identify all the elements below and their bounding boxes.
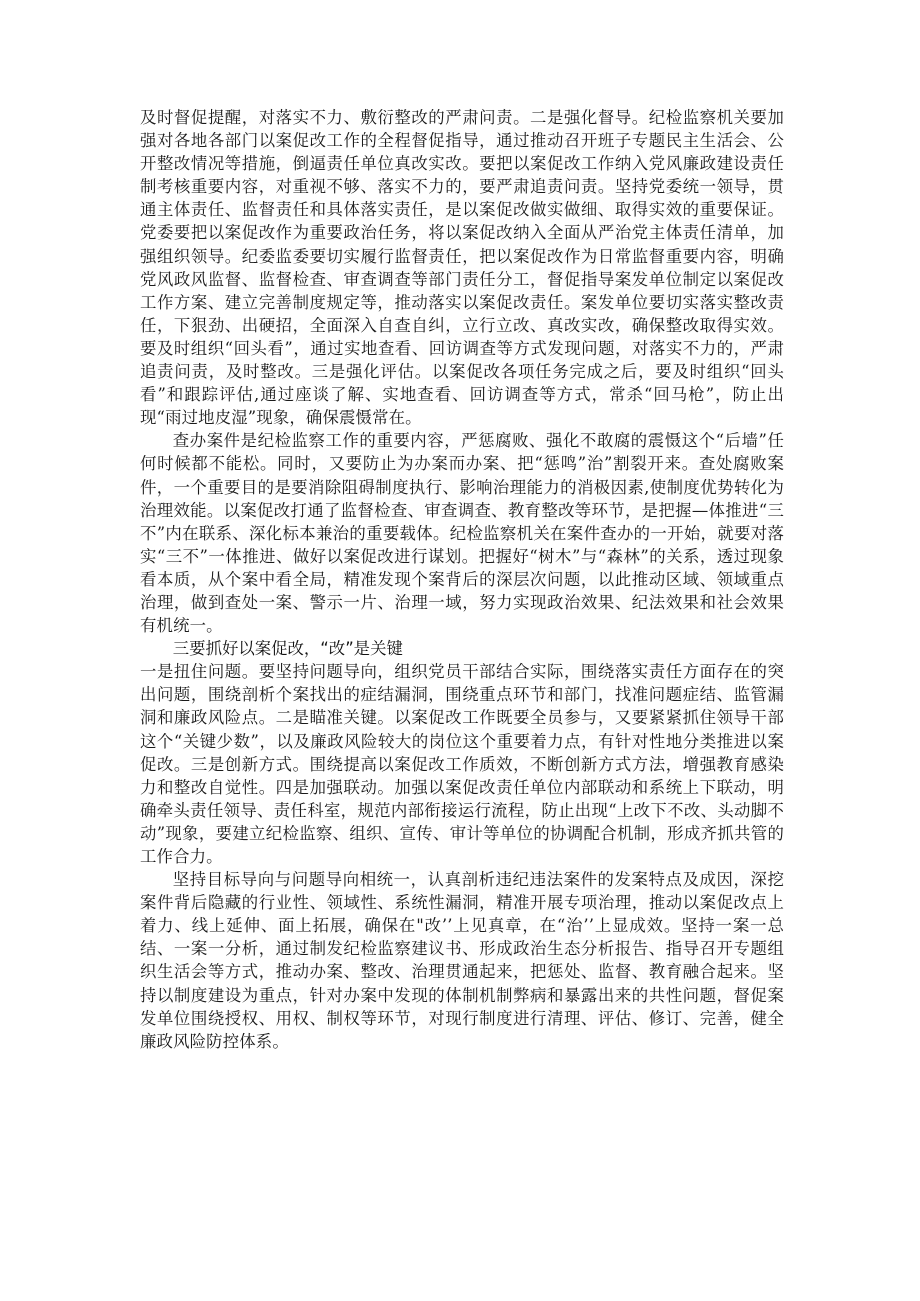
paragraph-four-measures: 一是扭住问题。要坚持问题导向，组织党员干部结合实际，围绕落实责任方面存在的突出问题，围绕剖析个案找出的症结漏洞，围绕重点环节和部门，找准问题症结、监管漏洞和廉政风险点。二是瞄准关键。以案促改工作既要全员参与，又要紧紧抓住领导干部这个“关键少数”，以及廉政风险较大的岗位这个重要着力点，有针对性地分类推进以案促改。三是创新方式。围绕提高以案促改工作质效，不断创新方式方法，增强教育感染力和整改自觉性。四是加强联动。加强以案促改责任单位内部联动和系统上下联动，明确牵头责任领导、责任科室，规范内部衔接运行流程，防止出现“上改下不改、头动脚不动”现象，要建立纪检监察、组织、宣传、审计等单位的协调配合机制，形成齐抓共管的工作合力。 <box>140 662 784 866</box>
paragraph-case-handling: 查办案件是纪检监察工作的重要内容，严惩腐败、强化不敢腐的震慑这个“后墙”任何时候都不能松。同时，又要防止为办案而办案、把“惩鸣”治”割裂开来。查处腐败案件，一个重要目的是要消除阻碍制度执行、影响治理能力的消极因素,使制度优势转化为治理效能。以案促改打通了监督检查、审查调查、教育整改等环节，是把握—体推进“三不”内在联系、深化标本兼治的重要载体。纪检监察机关在案件查办的一开始，就要对落实“三不”一体推进、做好以案促改进行谋划。把握好“树木”与“森林”的关系，透过现象看本质，从个案中看全局，精准发现个案背后的深层次问题，以此推动区域、领域重点治理，做到查处一案、警示一片、治理一域，努力实现政治效果、纪法效果和社会效果有机统一。 <box>140 431 784 636</box>
paragraph-goal-orientation: 坚持目标导向与问题导向相统一，认真剖析违纪违法案件的发案特点及成因，深挖案件背后隐藏的行业性、领域性、系统性漏洞，精准开展专项治理，推动以案促改点上着力、线上延伸、面上拓展，确保在"改’’上见真章，在“治’’上显成效。坚持一案一总结、一案一分析，通过制发纪检监察建议书、形成政治生态分析报告、指导召开专题组织生活会等方式，推动办案、整改、治理贯通起来，把惩处、监督、教育融合起来。坚持以制度建设为重点，针对办案中发现的体制机制弊病和暴露出来的共性问题，督促案发单位围绕授权、用权、制权等环节，对现行制度进行清理、评估、修订、完善，健全廉政风险防控体系。 <box>140 870 784 1051</box>
paragraph-accountability: 及时督促提醒，对落实不力、敷衍整改的严肃问责。二是强化督导。纪检监察机关要加强对各地各部门以案促改工作的全程督促指导，通过推动召开班子专题民主生活会、公开整改情况等措施，倒逼责任单位真改实改。要把以案促改工作纳入党风廉政建设责任制考核重要内容，对重视不够、落实不力的，要严肃追责问责。坚持党委统一领导，贯通主体责任、监督责任和具体落实责任，是以案促改做实做细、取得实效的重要保证。党委要把以案促改作为重要政治任务，将以案促改纳入全面从严治党主体责任清单，加强组织领导。纪委监委要切实履行监督责任，把以案促改作为日常监督重要内容，明确党风政风监督、监督检查、审查调查等部门责任分工，督促指导案发单位制定以案促改工作方案、建立完善制度规定等，推动落实以案促改责任。案发单位要切实落实整改责任，下狠劲、出硬招，全面深入自查自纠，立行立改、真改实改，确保整改取得实效。要及时组织“回头看”，通过实地查看、回访调查等方式发现问题，对落实不力的，严肃追责问责，及时整改。三是强化评估。以案促改各项任务完成之后，要及时组织“回头看”和跟踪评估,通过座谈了解、实地查看、回访调查等方式，常杀“回马枪”，防止出现“雨过地皮湿”现象，确保震慑常在。 <box>140 108 784 428</box>
section-heading-rectification: 三要抓好以案促改，“改”是关键 <box>172 639 403 659</box>
document-page <box>140 106 784 1053</box>
